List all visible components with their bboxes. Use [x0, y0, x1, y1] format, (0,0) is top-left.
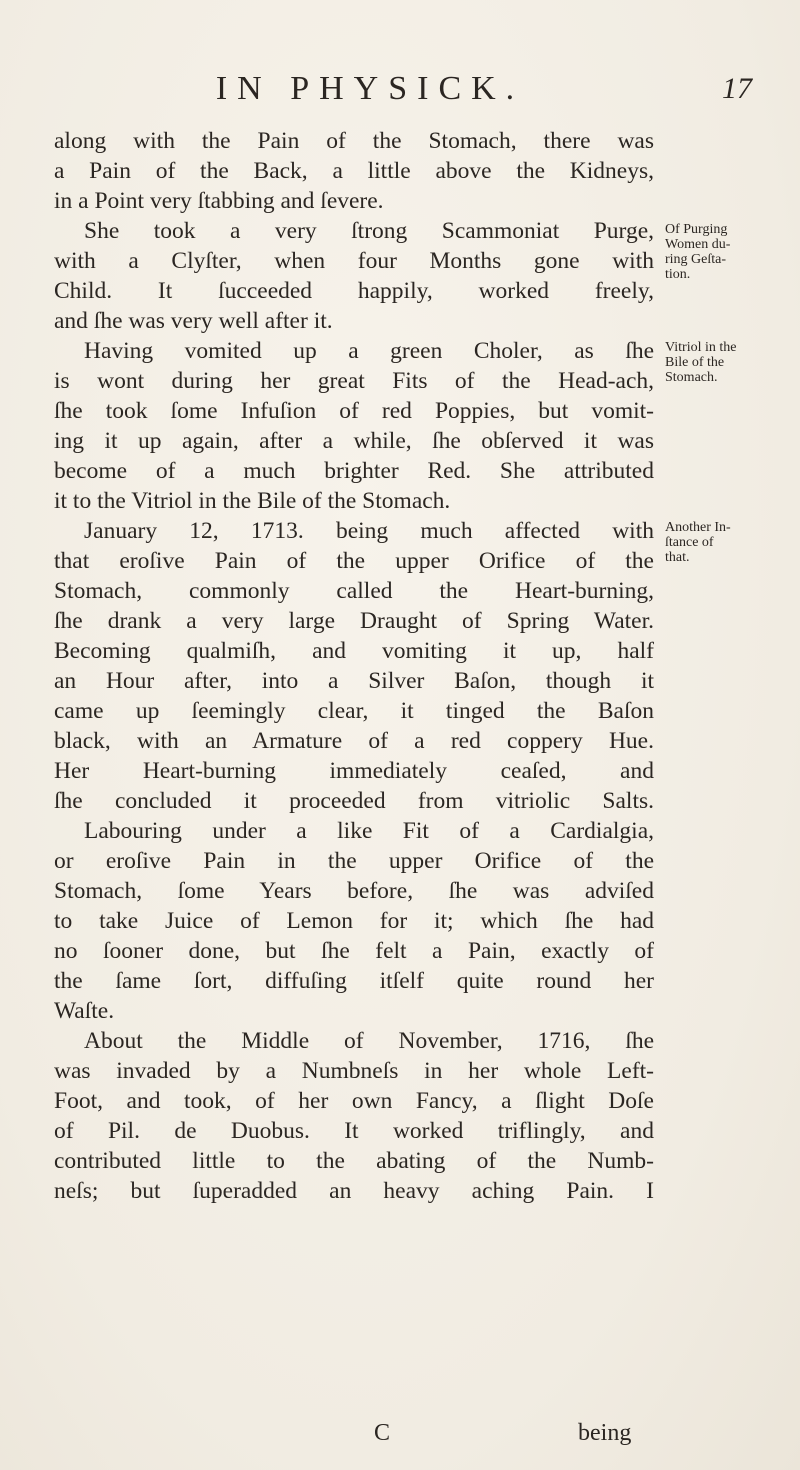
text-line: it to the Vitriol in the Bile of the Stomach.	[54, 488, 451, 514]
text-line: came up ſeemingly clear, it tinged the Baſon	[54, 698, 654, 724]
text-line: an Hour after, into a Silver Baſon, though it	[54, 668, 654, 694]
margin-note-line: Bile of the	[665, 355, 725, 370]
text-line: Stomach, commonly called the Heart-burning,	[54, 578, 654, 604]
margin-note-line: ring Geſta-	[665, 252, 727, 267]
margin-note	[665, 222, 790, 282]
text-line: ing it up again, after a while, ſhe obſerved it was	[54, 428, 654, 454]
margin-note-line: that.	[665, 550, 690, 565]
catchword: being	[578, 1420, 632, 1446]
text-line: Foot, and took, of her own Fancy, a ſlight Doſe	[54, 1088, 654, 1114]
text-line: that eroſive Pain of the upper Orifice of the	[54, 548, 654, 574]
text-line: to take Juice of Lemon for it; which ſhe had	[54, 908, 654, 934]
text-line: About the Middle of November, 1716, ſhe	[84, 1028, 654, 1054]
margin-note-line: Vitriol in the	[665, 340, 737, 355]
margin-note	[665, 520, 790, 565]
margin-note	[665, 340, 790, 385]
signature-mark: C	[374, 1420, 391, 1446]
text-line: She took a very ſtrong Scammoniat Purge,	[84, 218, 654, 244]
text-line: of Pil. de Duobus. It worked triflingly, and	[54, 1118, 654, 1144]
running-head: IN PHYSICK.	[215, 70, 525, 107]
text-line: or eroſive Pain in the upper Orifice of the	[54, 848, 654, 874]
margin-note-line: Of Purging	[665, 222, 728, 237]
text-line: January 12, 1713. being much affected with	[84, 518, 654, 544]
text-line: become of a much brighter Red. She attributed	[54, 458, 654, 484]
text-line: Having vomited up a green Choler, as ſhe	[84, 338, 654, 364]
margin-note-line: ſtance of	[665, 535, 714, 550]
text-line: a Pain of the Back, a little above the Kidneys,	[54, 158, 654, 184]
text-line: Her Heart-burning immediately ceaſed, and	[54, 758, 654, 784]
margin-note-line: Women du-	[665, 237, 731, 252]
text-line: is wont during her great Fits of the Head-ach,	[54, 368, 654, 394]
text-line: Stomach, ſome Years before, ſhe was adviſed	[54, 878, 654, 904]
margin-note-line: tion.	[665, 267, 691, 282]
text-line: Waſte.	[54, 998, 115, 1024]
page-number: 17	[722, 72, 752, 105]
margin-note-line: Another In-	[665, 520, 731, 535]
text-line: ſhe took ſome Infuſion of red Poppies, but vomit-	[54, 398, 654, 424]
text-line: in a Point very ſtabbing and ſevere.	[54, 188, 384, 214]
text-line: and ſhe was very well after it.	[54, 308, 333, 334]
text-line: no ſooner done, but ſhe felt a Pain, exactly of	[54, 938, 654, 964]
text-line: ſhe concluded it proceeded from vitriolic Salts.	[54, 788, 654, 814]
text-line: ſhe drank a very large Draught of Spring Water.	[54, 608, 654, 634]
text-line: Child. It ſucceeded happily, worked freely,	[54, 278, 654, 304]
text-line: the ſame ſort, diffuſing itſelf quite round her	[54, 968, 654, 994]
margin-note-line: Stomach.	[665, 370, 718, 385]
text-line: with a Clyſter, when four Months gone with	[54, 248, 654, 274]
text-line: was invaded by a Numbneſs in her whole Left-	[54, 1058, 654, 1084]
text-line: neſs; but ſuperadded an heavy aching Pain. I	[54, 1178, 654, 1204]
text-line: Becoming qualmiſh, and vomiting it up, half	[54, 638, 654, 664]
text-line: black, with an Armature of a red coppery Hue.	[54, 728, 654, 754]
text-line: contributed little to the abating of the Numb-	[54, 1148, 654, 1174]
text-line: along with the Pain of the Stomach, there was	[54, 128, 654, 154]
text-line: Labouring under a like Fit of a Cardialgia,	[84, 818, 654, 844]
